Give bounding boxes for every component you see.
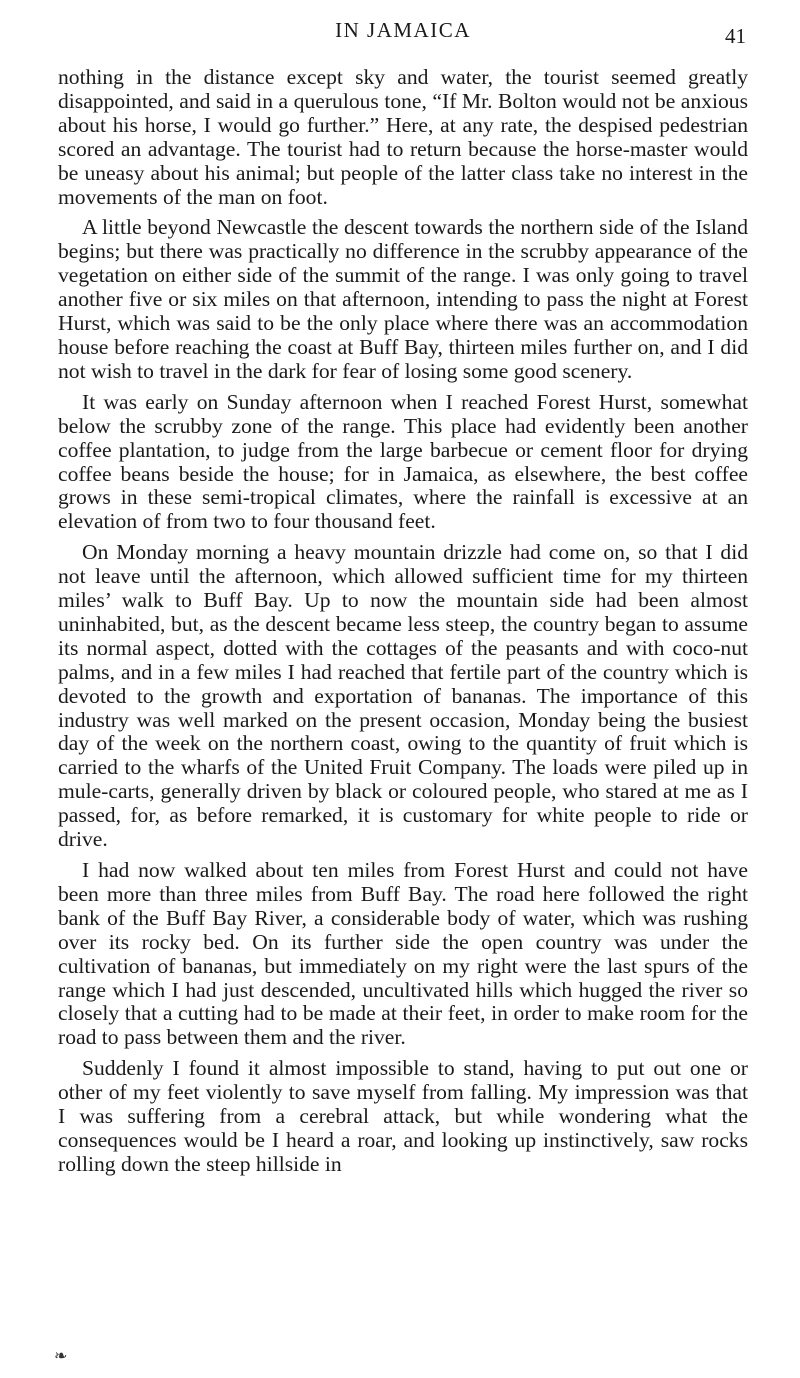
paragraph-newcastle-descent: A little beyond Newcastle the descent towards the northern side of the Island begins; but there was practically no difference in the scrubby appearance of the vegetation on either side of the summit of the range. I was only going to travel another five or six miles on that afternoon, intending to pass the night at Forest Hurst, which was said to be the only place where there was an accommodation house before reaching the coast at Buff Bay, thirteen miles further on, and I did not wish to travel in the dark for fear of losing some good scenery.	[58, 215, 748, 383]
printer-mark-icon: ❧	[54, 1348, 68, 1365]
running-head	[58, 18, 748, 52]
running-title: IN JAMAICA	[335, 18, 471, 42]
paragraph-continued: nothing in the distance except sky and water, the tourist seemed greatly disappointed, and said in a querulous tone, “If Mr. Bolton would not be anxious about his horse, I would go further.” Here, at any rate, the despised pedestrian scored an advantage. The tourist had to return because the horse-master would be uneasy about his animal; but people of the latter class take no interest in the movements of the man on foot.	[58, 65, 748, 209]
paragraph-earthquake: Suddenly I found it almost impossible to stand, having to put out one or other of my feet violently to save myself from falling. My impression was that I was suffering from a cerebral attack, but while wondering what the consequences would be I heard a roar, and looking up instinctively, saw rocks rolling down the steep hillside in	[58, 1056, 748, 1176]
body-text	[58, 66, 748, 1177]
paragraph-buff-bay-river: I had now walked about ten miles from Forest Hurst and could not have been more than three miles from Buff Bay. The road here followed the right bank of the Buff Bay River, a considerable body of water, which was rushing over its rocky bed. On its further side the open country was under the cultivation of bananas, but immediately on my right were the last spurs of the range which I had just descended, uncultivated hills which hugged the river so closely that a cutting had to be made at their feet, in order to make room for the road to pass between them and the river.	[58, 858, 748, 1050]
page-number: 41	[725, 24, 746, 48]
paragraph-monday-morning: On Monday morning a heavy mountain drizzle had come on, so that I did not leave until the afternoon, which allowed sufficient time for my thirteen miles’ walk to Buff Bay. Up to now the mountain side had been almost uninhabited, but, as the descent became less steep, the country began to assume its normal aspect, dotted with the cottages of the peasants and with coco-nut palms, and in a few miles I had reached that fertile part of the country which is devoted to the growth and exportation of bananas. The importance of this industry was well marked on the present occasion, Monday being the busiest day of the week on the northern coast, owing to the quantity of fruit which is carried to the wharfs of the United Fruit Company. The loads were piled up in mule-carts, generally driven by black or coloured people, who stared at me as I passed, for, as before remarked, it is customary for white people to ride or drive.	[58, 540, 748, 852]
paragraph-forest-hurst: It was early on Sunday afternoon when I reached Forest Hurst, somewhat below the scrubby zone of the range. This place had evidently been another coffee plantation, to judge from the large barbecue or cement floor for drying coffee beans beside the house; for in Jamaica, as elsewhere, the best coffee grows in these semi-tropical climates, where the rainfall is excessive at an elevation of from two to four thousand feet.	[58, 389, 748, 534]
